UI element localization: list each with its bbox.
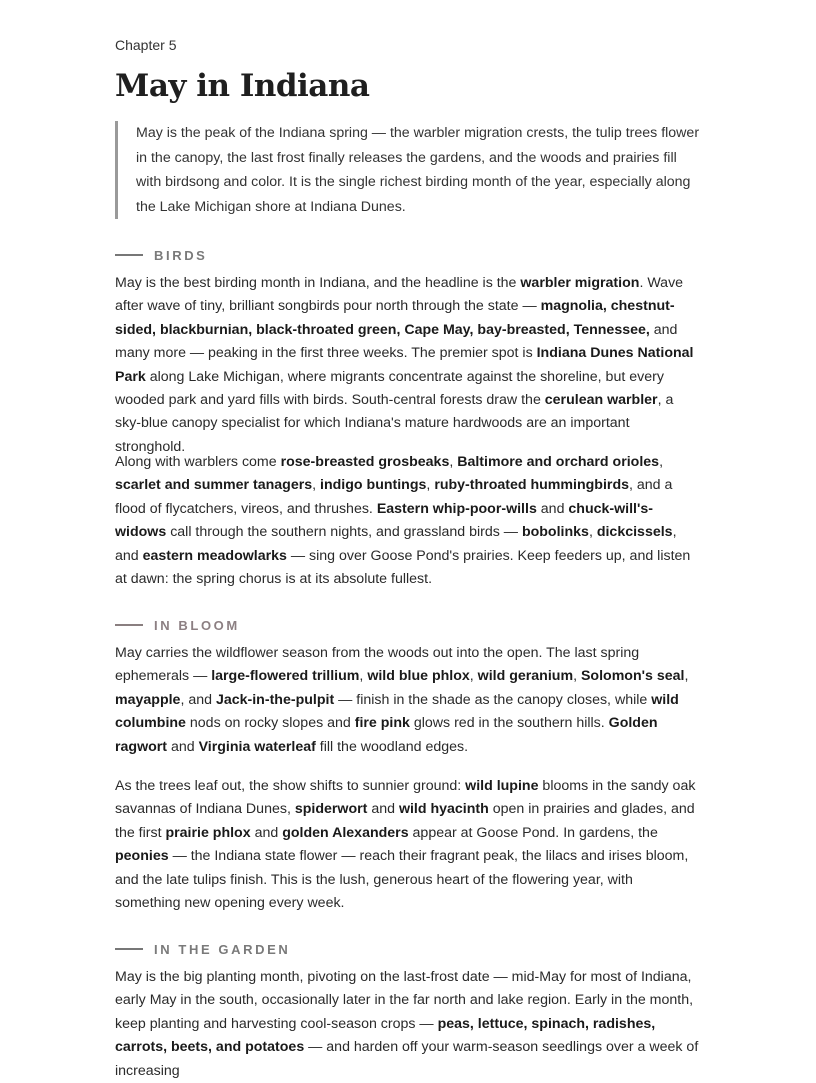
page-title: May in Indiana bbox=[115, 68, 370, 104]
bold-term: Golden ragwort bbox=[115, 715, 658, 755]
bold-term: Jack-in-the-pulpit bbox=[215, 691, 335, 708]
bold-term: wild blue phlox bbox=[367, 668, 470, 685]
bold-term: prairie phlox bbox=[165, 824, 251, 841]
paragraph-garden-1: May is the big planting month, pivoting on the last-frost date — mid-May for most of Indiana, early May in the south, occasionally later in the far north and lake region. Early in the month, keep planting and harvesting cool-season crops — peas, lettuce, spinach, radishes, carrots, beets, and potatoes — and harden off your warm-season seedlings over a week of increasing bbox=[115, 969, 699, 1079]
bold-term: Baltimore and orchard orioles bbox=[457, 454, 660, 470]
section-heading-label: IN BLOOM bbox=[154, 617, 240, 633]
bold-term: wild lupine bbox=[465, 778, 539, 794]
bold-term: mayapple bbox=[115, 691, 181, 708]
heading-rule bbox=[115, 254, 143, 256]
section-heading-in-bloom bbox=[115, 615, 240, 635]
paragraph-birds-2: Along with warblers come rose-breasted grosbeaks, Baltimore and orchard orioles, scarlet and summer tanagers, indigo buntings, ruby-throated hummingbirds, and a flood of flycatchers, vireos, and thrushes. Eastern whip-poor-wills and chuck-will's-widows call through the southern nights, and grassland birds — bobolinks, dickcissels, and eastern meadowlarks — sing over Goose Pond's prairies. Keep feeders up, and listen at dawn: the spring chorus is at its absolute fullest. bbox=[115, 454, 691, 588]
bold-term: warbler migration bbox=[520, 275, 640, 291]
bold-term: peas, lettuce, spinach, radishes, carrots, beets, and potatoes bbox=[115, 1015, 656, 1056]
paragraph-bloom-1: May carries the wildflower season from the woods out into the open. The last spring ephemerals — large-flowered trillium, wild blue phlox, wild geranium, Solomon's seal, mayapple, and Jack-in-the-pulpit — finish in the shade as the canopy closes, while wild columbine nods on rocky slopes and fire pink glows red in the southern hills. Golden ragwort and Virginia waterleaf fill the woodland edges. bbox=[115, 645, 689, 755]
bold-term: dickcissels bbox=[596, 524, 673, 541]
bold-term: chuck-will's-widows bbox=[115, 500, 653, 541]
paragraph-birds-1: May is the best birding month in Indiana, and the headline is the warbler migration. Wave after wave of tiny, brilliant songbirds pour north through the state — magnolia, chestnut-sided, blackburnian, black-throated green, Cape May, bay-breasted, Tennessee, and many more — peaking in the first three weeks. The premier spot is Indiana Dunes National Park along Lake Michigan, where migrants concentrate against the shoreline, but every wooded park and yard fills with birds. South-central forests draw the cerulean warbler, a sky-blue canopy specialist for which Indiana's mature hardwoods are an important stronghold. bbox=[115, 275, 694, 455]
bold-term: peonies bbox=[115, 848, 169, 865]
bold-term: indigo buntings bbox=[320, 477, 427, 494]
bold-term: Eastern whip-poor-wills bbox=[376, 500, 537, 517]
bold-term: magnolia, chestnut-sided, blackburnian, black-throated green, Cape May, bay-breasted, Tennessee, bbox=[115, 298, 675, 338]
bold-term: cerulean warbler bbox=[544, 392, 658, 409]
paragraph-bloom-2: As the trees leaf out, the show shifts to sunnier ground: wild lupine blooms in the sandy oak savannas of Indiana Dunes, spiderwort and wild hyacinth open in prairies and glades, and the first prairie phlox and golden Alexanders appear at Goose Pond. In gardens, the peonies — the Indiana state flower — reach their fragrant peak, the lilacs and irises bloom, and the late tulips finish. This is the lush, generous heart of the flowering year, with something new opening every week. bbox=[115, 778, 696, 912]
bold-term: eastern meadowlarks bbox=[142, 547, 287, 564]
bold-term: Solomon's seal bbox=[580, 668, 685, 685]
bold-term: Indiana Dunes National Park bbox=[115, 345, 694, 385]
section-heading-in-the-garden bbox=[115, 939, 290, 959]
bold-term: wild hyacinth bbox=[398, 801, 489, 818]
section-heading-label: BIRDS bbox=[154, 247, 208, 263]
bold-term: bobolinks bbox=[521, 524, 589, 541]
intro-blockquote: May is the peak of the Indiana spring — the warbler migration crests, the tulip trees flower in the canopy, the last frost finally releases the gardens, and the woods and prairies fill with birdsong and color. It is the single richest birding month of the year, especially along the Lake Michigan shore at Indiana Dunes. bbox=[115, 121, 702, 219]
bold-term: fire pink bbox=[354, 715, 410, 732]
heading-rule bbox=[115, 624, 143, 626]
bold-term: wild columbine bbox=[115, 691, 679, 732]
bold-term: ruby-throated hummingbirds bbox=[434, 477, 629, 494]
bold-term: wild geranium bbox=[477, 668, 574, 685]
bold-term: Virginia waterleaf bbox=[198, 738, 316, 755]
bold-term: golden Alexanders bbox=[282, 824, 409, 841]
bold-term: large-flowered trillium bbox=[211, 668, 360, 685]
chapter-label: Chapter 5 bbox=[115, 37, 177, 53]
bold-term: spiderwort bbox=[294, 801, 368, 818]
bold-term: scarlet and summer tanagers bbox=[115, 477, 313, 494]
section-heading-label: IN THE GARDEN bbox=[154, 941, 291, 957]
bold-term: rose-breasted grosbeaks bbox=[280, 454, 450, 470]
section-heading-birds bbox=[115, 245, 207, 265]
heading-rule bbox=[115, 948, 143, 950]
